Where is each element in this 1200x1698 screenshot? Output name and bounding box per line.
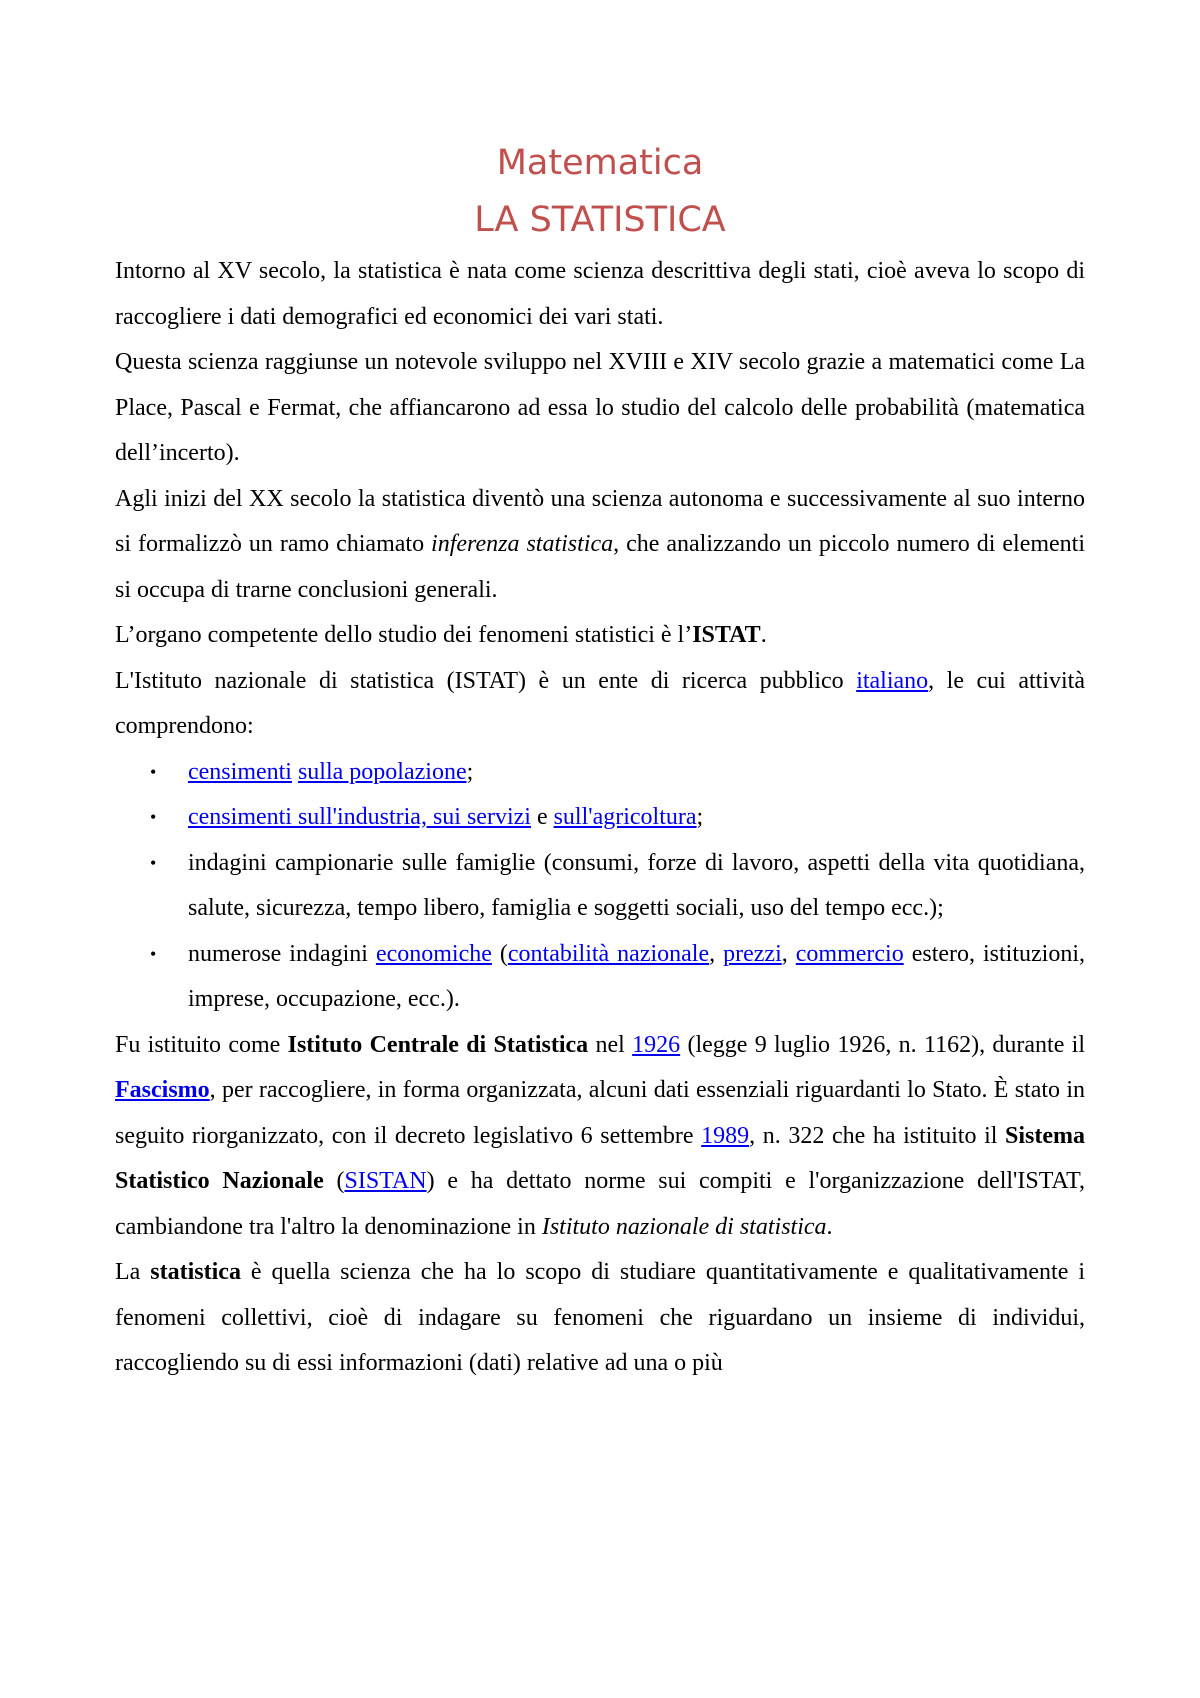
link-contabilita-nazionale[interactable]: contabilità nazionale xyxy=(507,940,710,967)
bullet-icon: • xyxy=(150,761,157,782)
link-prezzi[interactable]: prezzi xyxy=(723,940,782,967)
statistica-term: statistica xyxy=(150,1259,241,1285)
link-italiano[interactable]: italiano xyxy=(856,667,929,694)
paragraph-development-text: Questa scienza raggiunse un notevole sviluppo nel XVIII e XIV secolo grazie a matematici come La Place, Pascal e Fermat, che affiancarono ad essa lo studio del calcolo delle probabilità (matematica dell’incerto). xyxy=(115,349,1085,466)
link-commercio[interactable]: commercio xyxy=(795,940,904,967)
list-item-text: indagini campionarie sulle famiglie (consumi, forze di lavoro, aspetti della vita quotidiana, salute, sicurezza, tempo libero, famiglia e soggetti sociali, uso del tempo ecc.); xyxy=(188,849,1085,921)
link-agricoltura[interactable]: sull'agricoltura xyxy=(553,804,697,830)
document-body xyxy=(115,135,1085,1387)
istat-organ-text-before: L’organo competente dello studio dei fenomeni statistici è l’ xyxy=(115,622,693,648)
bullet-icon: • xyxy=(150,852,157,873)
bullet-icon: • xyxy=(150,807,157,827)
history-text: nel xyxy=(588,1031,633,1058)
history-text: , n. 322 che ha istituito il xyxy=(749,1122,1006,1149)
list-item-punct: , xyxy=(781,940,796,967)
paragraph-istat-activities xyxy=(115,659,1085,750)
list-item-text-before: numerose indagini xyxy=(188,940,376,967)
paragraph-history xyxy=(115,1023,1085,1251)
history-text: (legge 9 luglio 1926, n. 1162), durante il xyxy=(680,1031,1086,1058)
link-censimenti-industria-servizi[interactable]: censimenti sull'industria, sui servizi xyxy=(188,804,531,830)
list-item-text-after: estero, istituzioni, imprese, occupazione, ecc.). xyxy=(188,940,1085,1012)
paragraph-development xyxy=(115,340,1085,477)
page-subtitle: LA STATISTICA xyxy=(474,200,726,240)
history-text: ( xyxy=(323,1168,345,1194)
sistan-full-name: Sistema Statistico Nazionale xyxy=(115,1122,1086,1194)
paragraph-intro xyxy=(115,249,1085,340)
paragraph-inference xyxy=(115,477,1085,614)
istat-organ-text-after: . xyxy=(760,622,767,648)
inference-term: inferenza statistica xyxy=(431,531,614,557)
history-text: , per raccogliere, in forma organizzata, alcuni dati essenziali riguardanti lo Stato. È stato in seguito riorganizzato, con il decreto legislativo 6 settembre xyxy=(115,1077,1085,1149)
link-economiche[interactable]: economiche xyxy=(375,940,492,967)
history-text: ) e ha dettato norme sui compiti e l'organizzazione dell'ISTAT, cambiandone tra l'altro la denominazione in xyxy=(115,1168,1085,1240)
link-sistan[interactable]: SISTAN xyxy=(344,1168,427,1194)
istat-new-name: Istituto nazionale di statistica xyxy=(541,1213,827,1240)
page-title: Matematica xyxy=(496,143,704,183)
list-item xyxy=(150,795,1085,841)
history-text: . xyxy=(826,1213,833,1240)
link-sulla-popolazione[interactable]: sulla popolazione xyxy=(297,758,467,785)
istat-activities-text-after: , le cui attività comprendono: xyxy=(115,667,1086,739)
paragraph-definition xyxy=(115,1250,1085,1387)
list-item-conjunction: e xyxy=(530,804,554,830)
definition-text-before: La xyxy=(115,1259,151,1285)
link-1989[interactable]: 1989 xyxy=(701,1122,750,1149)
bullet-icon: • xyxy=(150,943,157,964)
definition-text-after: è quella scienza che ha lo scopo di studiare quantitativamente e qualitativamente i fenomeni collettivi, cioè di indagare su fenomeni che riguardano un insieme di individui, raccogliendo su di essi informazioni (dati) relative ad una o più xyxy=(115,1259,1085,1376)
list-item-end: ; xyxy=(696,804,704,830)
list-item-punct: , xyxy=(709,940,724,967)
inference-text-before: Agli inizi del XX secolo la statistica diventò una scienza autonoma e successivamente al suo interno si formalizzò un ramo chiamato xyxy=(115,485,1085,557)
link-1926[interactable]: 1926 xyxy=(632,1031,681,1058)
paragraph-istat-organ xyxy=(115,613,1085,659)
list-item xyxy=(150,750,1085,796)
paragraph-intro-text: Intorno al XV secolo, la statistica è nata come scienza descrittiva degli stati, cioè aveva lo scopo di raccogliere i dati demografici ed economici dei vari stati. xyxy=(115,258,1085,330)
inference-text-after: , che analizzando un piccolo numero di elementi si occupa di trarne conclusioni generali. xyxy=(115,531,1086,603)
link-censimenti[interactable]: censimenti xyxy=(188,758,292,785)
link-fascismo[interactable]: Fascismo xyxy=(115,1077,210,1103)
history-text: Fu istituito come xyxy=(115,1031,288,1058)
list-item-punct: ( xyxy=(491,940,508,967)
list-item xyxy=(150,841,1085,932)
activities-list xyxy=(115,750,1085,1023)
istat-activities-text-before: L'Istituto nazionale di statistica (ISTAT) è un ente di ricerca pubblico xyxy=(115,667,857,694)
list-item xyxy=(150,932,1085,1023)
list-item-end: ; xyxy=(466,758,474,785)
istituto-centrale-name: Istituto Centrale di Statistica xyxy=(287,1031,589,1058)
istat-acronym: ISTAT xyxy=(692,622,761,648)
